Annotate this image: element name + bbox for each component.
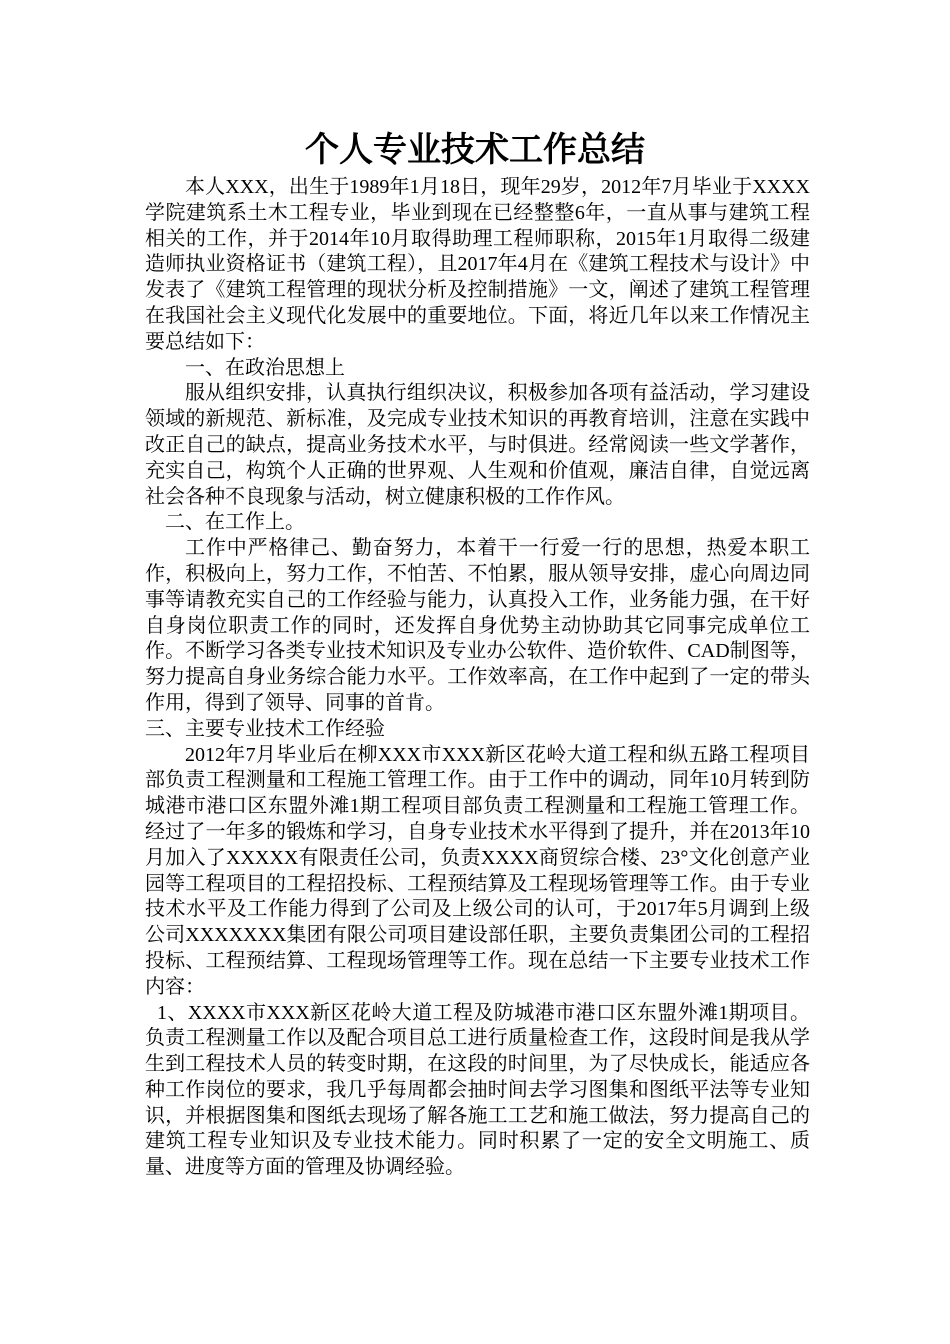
section-heading-experience: 三、主要专业技术工作经验 (145, 717, 385, 740)
document-body (145, 175, 810, 1181)
work-paragraph: 工作中严格律己、勤奋努力，本着干一行爱一行的思想，热爱本职工作，积极向上，努力工作，不怕苦、不怕累，服从领导安排，虚心向周边同事等请教充实自己的工作经验与能力，认真投入工作，业务能力强，在干好自身岗位职责工作的同时，还发挥自身优势主动协助其它同事完成单位工作。不断学习各类专业技术知识及专业办公软件、造价软件、CAD制图等，努力提高自身业务综合能力水平。工作效率高，在工作中起到了一定的带头作用，得到了领导、同事的首肯。 (145, 537, 810, 714)
experience-paragraph: 2012年7月毕业后在柳XXX市XXX新区花岭大道工程和纵五路工程项目部负责工程测量和工程施工管理工作。由于工作中的调动，同年10月转到防城港市港口区东盟外滩1期工程项目部负责工程测量和工程施工管理工作。经过了一年多的锻炼和学习，自身专业技术水平得到了提升，并在2013年10月加入了XXXXX有限责任公司，负责XXXX商贸综合楼、23°文化创意产业园等工程项目的工程招投标、工程预结算及工程现场管理等工作。由于专业技术水平及工作能力得到了公司及上级公司的认可，于2017年5月调到上级公司XXXXXXX集团有限公司项目建设部任职，主要负责集团公司的工程招投标、工程预结算、工程现场管理等工作。现在总结一下主要专业技术工作内容： (145, 743, 810, 998)
intro-paragraph: 本人XXX，出生于1989年1月18日，现年29岁，2012年7月毕业于XXXX学院建筑系土木工程专业，毕业到现在已经整整6年，一直从事与建筑工程相关的工作，并于2014年10月取得助理工程师职称，2015年1月取得二级建造师执业资格证书（建筑工程），且2017年4月在《建筑工程技术与设计》中发表了《建筑工程管理的现状分析及控制措施》一文，阐述了建筑工程管理在我国社会主义现代化发展中的重要地位。下面，将近几年以来工作情况主要总结如下： (145, 176, 810, 353)
politics-paragraph: 服从组织安排，认真执行组织决议，积极参加各项有益活动，学习建设领域的新规范、新标准，及完成专业技术知识的再教育培训，注意在实践中改正自己的缺点，提高业务技术水平，与时俱进。经常阅读一些文学著作，充实自己，构筑个人正确的世界观、人生观和价值观，廉洁自律，自觉远离社会各种不良现象与活动，树立健康积极的工作作风。 (145, 382, 810, 508)
document-title: 个人专业技术工作总结 (305, 130, 645, 170)
section-heading-work: 二、在工作上。 (165, 511, 305, 534)
project-item-1: 1、XXXX市XXX新区花岭大道工程及防城港市港口区东盟外滩1期项目。负责工程测量工作以及配合项目总工进行质量检查工作，这段时间是我从学生到工程技术人员的转变时期，在这段的时间里，为了尽快成长，能适应各种工作岗位的要求，我几乎每周都会抽时间去学习图集和图纸平法等专业知识，并根据图集和图纸去现场了解各施工工艺和施工做法，努力提高自己的建筑工程专业知识及专业技术能力。同时积累了一定的安全文明施工、质量、进度等方面的管理及协调经验。 (145, 1001, 810, 1179)
section-heading-politics: 一、在政治思想上 (185, 356, 345, 379)
